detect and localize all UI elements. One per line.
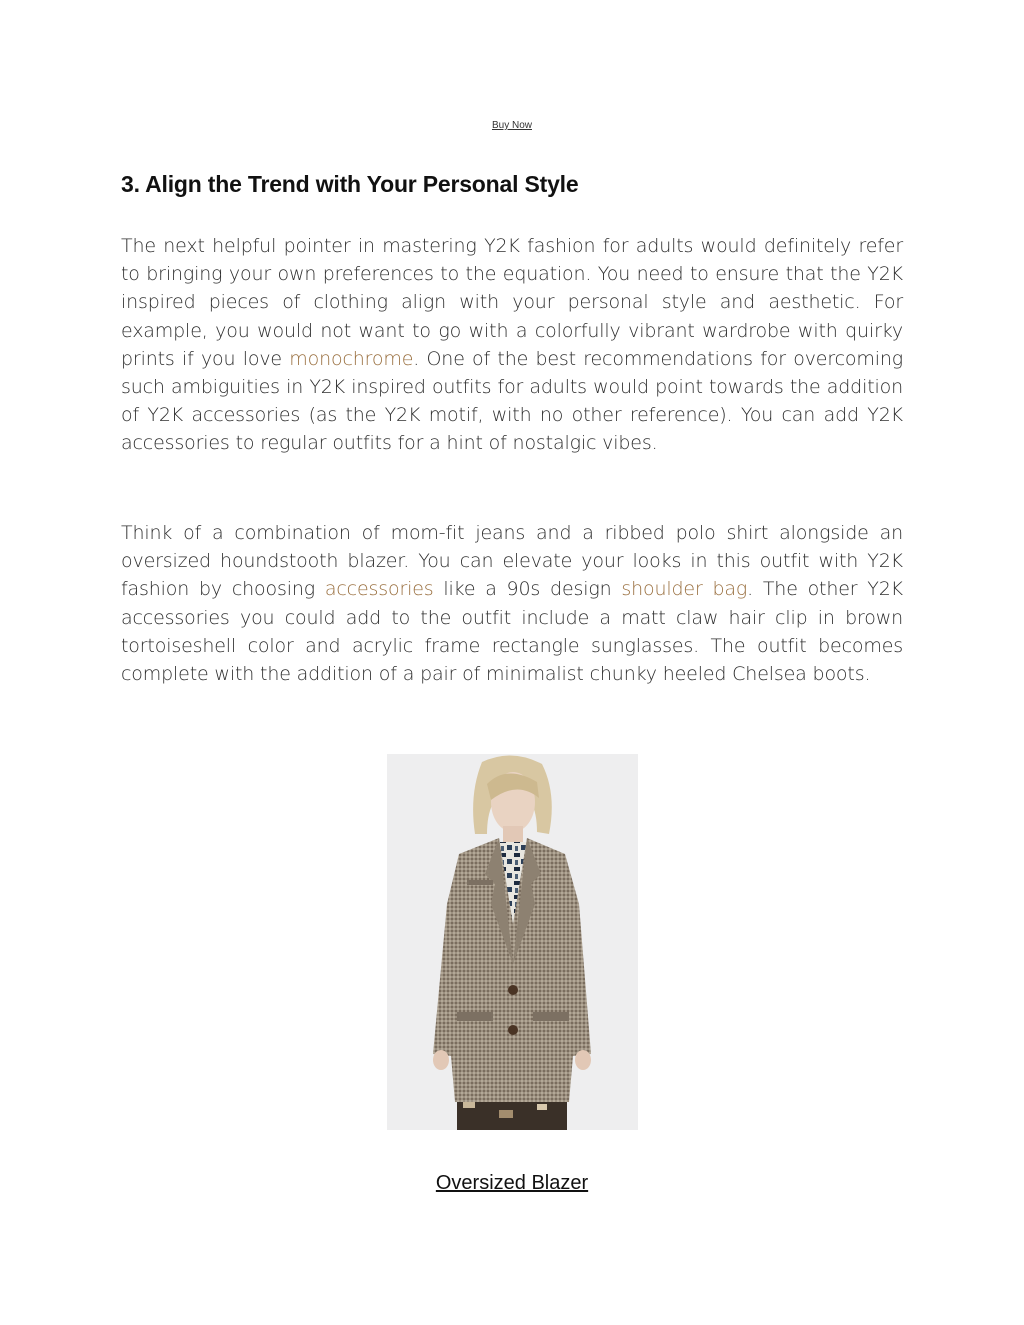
section-heading: 3. Align the Trend with Your Personal Style — [121, 171, 579, 197]
product-caption-link[interactable]: Oversized Blazer — [435, 1172, 589, 1194]
paragraph2-text-c: . The other Y2K accessories you could add to the outfit include a matt claw hair clip in brown tortoiseshell color and acrylic frame rectangle sunglasses. The outfit becomes complete with the addition of a pair of minimalist chunky heeled Chelsea boots. — [121, 578, 903, 686]
paragraph-outfit-combination — [121, 519, 903, 688]
accessories-link[interactable]: accessories — [324, 578, 434, 601]
paragraph-personal-style — [121, 232, 903, 458]
product-photo[interactable] — [387, 754, 638, 1130]
shoulder-bag-link[interactable]: shoulder bag — [621, 578, 748, 601]
paragraph2-text-a: Think of a combination of mom-fit jeans and a ribbed polo shirt alongside an oversized houndstooth blazer. You can elevate your looks in this outfit with Y2K fashion by choosing — [121, 522, 903, 601]
paragraph2-text-b: like a 90s design — [433, 578, 622, 601]
monochrome-link[interactable]: monochrome — [289, 347, 414, 370]
buy-now-link[interactable]: Buy Now — [491, 120, 532, 131]
paragraph1-text-a: The next helpful pointer in mastering Y2K fashion for adults would definitely refer to bringing your own preferences to the equation. You need to ensure that the Y2K inspired pieces of clothing align with your personal style and aesthetic. For example, you would not want to go with a colorfully vibrant wardrobe with quirky prints if you love — [121, 235, 903, 370]
blazer-model-illustration — [387, 754, 638, 1130]
paragraph1-text-b: . One of the best recommendations for overcoming such ambiguities in Y2K inspired outfits for adults would point towards the addition of Y2K accessories (as the Y2K motif, with no other reference). You can add Y2K accessories to regular outfits for a hint of nostalgic vibes. — [121, 347, 903, 455]
